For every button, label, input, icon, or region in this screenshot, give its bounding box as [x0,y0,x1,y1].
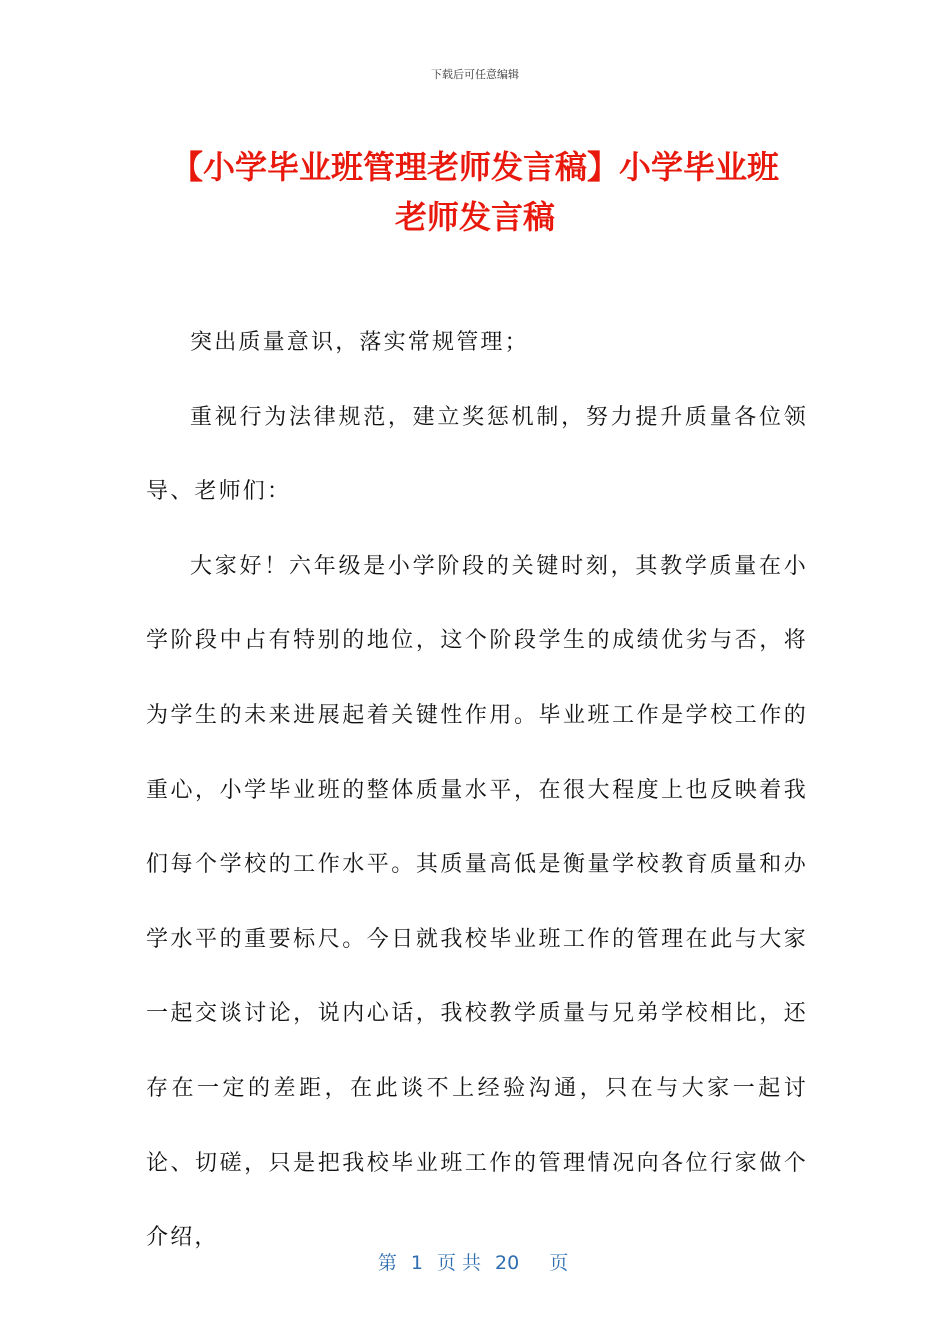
paragraph: 大家好！六年级是小学阶段的关键时刻，其教学质量在小学阶段中占有特别的地位，这个阶段学生的成绩优劣与否，将为学生的未来进展起着关键性作用。毕业班工作是学校工作的重心，小学毕业班的整体质量水平，在很大程度上也反映着我们每个学校的工作水平。其质量高低是衡量学校教育质量和办学水平的重要标尺。今日就我校毕业班工作的管理在此与大家一起交谈讨论，说内心话，我校教学质量与兄弟学校相比，还存在一定的差距，在此谈不上经验沟通，只在与大家一起讨论、切磋，只是把我校毕业班工作的管理情况向各位行家做个介绍， [146,553,808,1251]
title-line-2: 老师发言稿 [394,198,555,236]
paragraph: 突出质量意识，落实常规管理； [190,330,529,355]
footer-label-of: 页 共 [436,1252,482,1274]
document-title [140,142,810,242]
footer-label-page: 第 [377,1252,397,1274]
paragraph: 重视行为法律规范，建立奖惩机制，努力提升质量各位领导、老师们： [146,404,808,505]
page-footer [0,1226,950,1275]
current-page-number: 1 [410,1252,423,1274]
footer-label-pages: 页 [549,1252,569,1274]
header-note: 下载后可任意编辑 [431,68,519,81]
total-pages-number: 20 [495,1252,520,1274]
title-line-1: 【小学毕业班管理老师发言稿】小学毕业班 [170,148,779,186]
document-body [146,306,808,1276]
